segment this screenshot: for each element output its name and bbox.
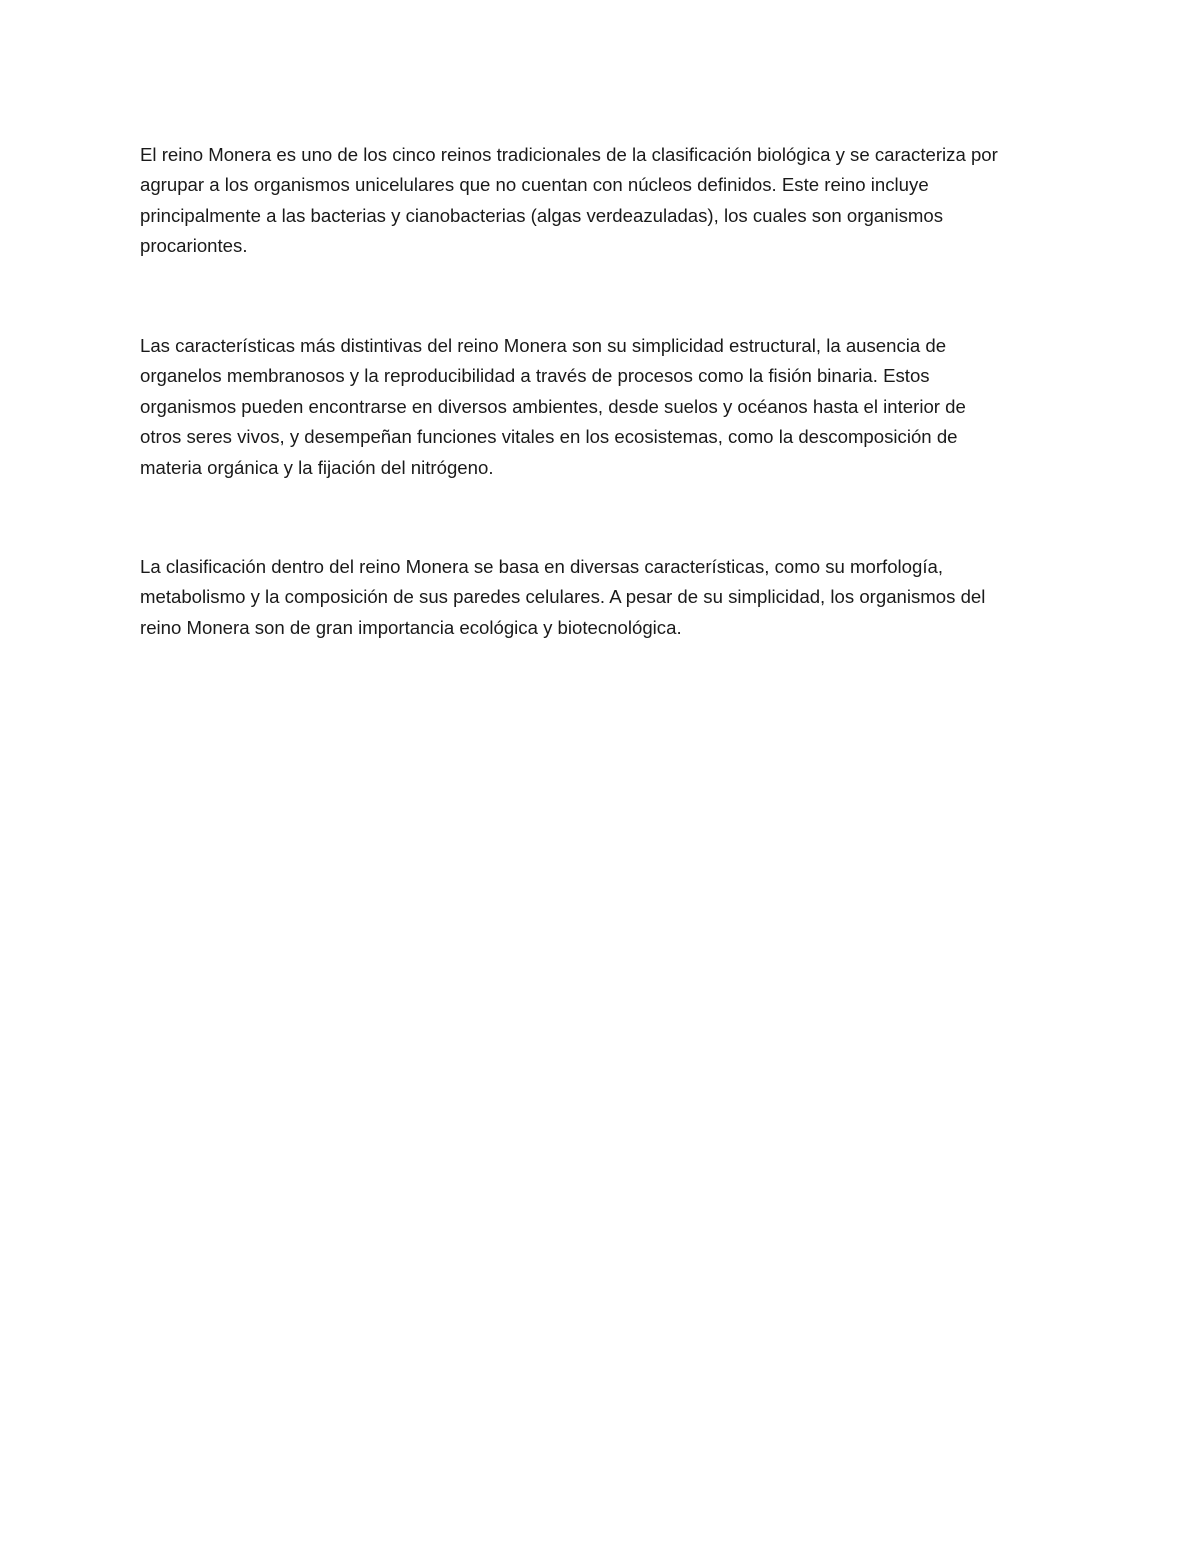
paragraph-line: Las características más distintivas del reino Monera son su simplicidad estructural, la ausencia de [140,335,947,356]
paragraph-line: organismos pueden encontrarse en diversos ambientes, desde suelos y océanos hasta el interior de [140,395,966,417]
paragraph-line: La clasificación dentro del reino Monera se basa en diversas características, como su morfología, [140,556,944,577]
paragraph-line: agrupar a los organismos unicelulares que no cuentan con núcleos definidos. Este reino incluye [140,174,929,196]
paragraph-line: reino Monera son de gran importancia ecológica y biotecnológica. [140,616,682,638]
paragraph-line: metabolismo y la composición de sus paredes celulares. A pesar de su simplicidad, los organismos del [140,586,986,608]
paragraph-3 [140,552,985,643]
paragraph-line: materia orgánica y la fijación del nitrógeno. [140,456,494,478]
paragraph-2 [140,331,966,483]
paragraph-line: organelos membranosos y la reproducibilidad a través de procesos como la fisión binaria. Estos [140,365,930,387]
paragraph-line: El reino Monera es uno de los cinco reinos tradicionales de la clasificación biológica y se caracteriza por [140,144,998,165]
paragraph-line: procariontes. [140,235,248,257]
paragraph-1 [140,140,998,262]
paragraph-line: principalmente a las bacterias y cianobacterias (algas verdeazuladas), los cuales son organismos [140,204,944,226]
paragraph-line: otros seres vivos, y desempeñan funciones vitales en los ecosistemas, como la descomposición de [140,426,958,448]
